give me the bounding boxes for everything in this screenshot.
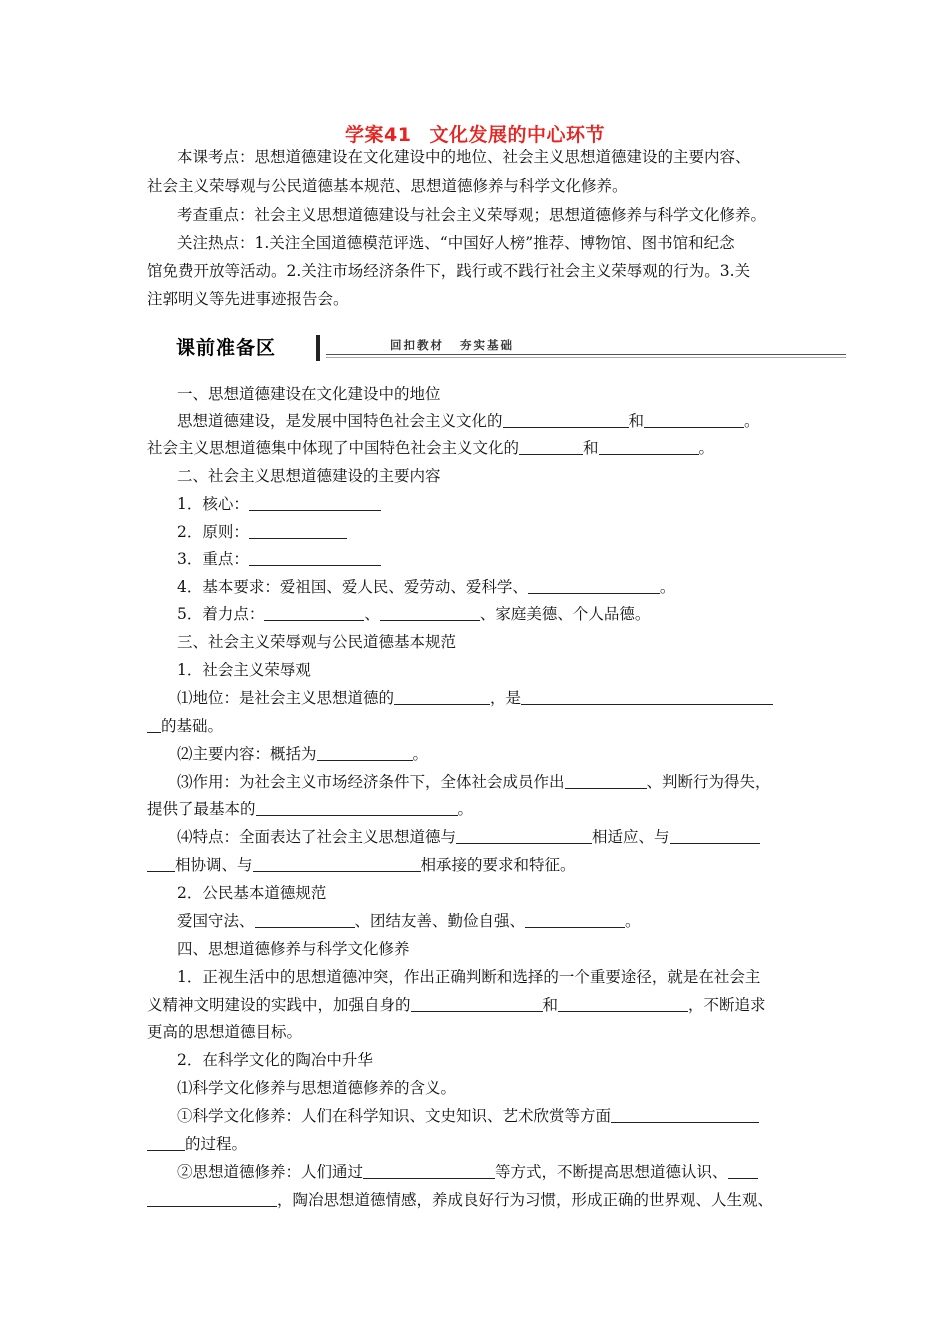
s3-norms: 爱国守法、 、团结友善、勤俭自强、 。 [177, 912, 641, 930]
lesson-title: 文化发展的中心环节 [429, 124, 605, 146]
banner-subtitle: 回扣教材 夯实基础 [390, 338, 514, 352]
intro-hotspots-end: 注郭明义等先进事迹报告会。 [147, 290, 349, 308]
intro-exam-points: 本课考点：思想道德建设在文化建设中的地位、社会主义思想道德建设的主要内容、 [177, 148, 751, 166]
lesson-number: 学案41 [345, 124, 412, 146]
s2-item-4: 4．基本要求：爱祖国、爱人民、爱劳动、爱科学、 。 [177, 578, 676, 596]
s1-line-a: 思想道德建设，是发展中国特色社会主义文化的 和 。 [177, 412, 760, 430]
banner-label: 课前准备区 [176, 337, 277, 359]
section-4-heading: 四、思想道德修养与科学文化修养 [177, 940, 410, 958]
banner-divider [316, 335, 320, 361]
s4-moral-cont: ，陶冶思想道德情感，养成良好行为习惯，形成正确的世界观、人生观、 [147, 1186, 827, 1215]
s4-point-1-cont: 义精神文明建设的实践中，加强自身的 和 ，不断追求 [147, 996, 766, 1014]
s3-feature-cont: 相协调、与 相承接的要求和特征。 [147, 851, 827, 880]
s3-feature: ⑷特点：全面表达了社会主义思想道德与 相适应、与 [177, 823, 857, 852]
intro-exam-points-cont: 社会主义荣辱观与公民道德基本规范、思想道德修养与科学文化修养。 [147, 177, 628, 195]
s4-moral: ②思想道德修养：人们通过 等方式，不断提高思想道德认识、 [177, 1158, 857, 1187]
s2-item-5: 5．着力点： 、 、家庭美德、个人品德。 [177, 605, 651, 623]
s4-point-2-sub: ⑴科学文化修养与思想道德修养的含义。 [177, 1079, 457, 1097]
s3-function-cont: 提供了最基本的 。 [147, 800, 474, 818]
s3-status-cont: 的基础。 [147, 712, 827, 741]
s4-point-1-end: 更高的思想道德目标。 [147, 1023, 303, 1041]
s4-point-2: 2．在科学文化的陶冶中升华 [177, 1051, 373, 1069]
section-banner [176, 333, 852, 363]
s1-line-b: 社会主义思想道德集中体现了中国特色社会主义文化的 和 。 [147, 439, 715, 457]
banner-rule-light [326, 357, 846, 358]
intro-hotspots: 关注热点：1.关注全国道德模范评选、“中国好人榜”推荐、博物馆、图书馆和纪念 [177, 234, 735, 252]
intro-hotspots-cont: 馆免费开放等活动。2.关注市场经济条件下，践行或不践行社会主义荣辱观的行为。3.关 [147, 262, 751, 280]
section-1-heading: 一、思想道德建设在文化建设中的地位 [177, 385, 441, 403]
banner-rule [326, 354, 846, 355]
section-2-heading: 二、社会主义思想道德建设的主要内容 [177, 467, 441, 485]
intro-focus: 考查重点：社会主义思想道德建设与社会主义荣辱观；思想道德修养与科学文化修养。 [177, 206, 767, 224]
s3-function: ⑶作用：为社会主义市场经济条件下，全体社会成员作出 、判断行为得失， [177, 773, 771, 791]
s3-sub-1: 1．社会主义荣辱观 [177, 661, 311, 679]
s4-point-1: 1．正视生活中的思想道德冲突，作出正确判断和选择的一个重要途径，就是在社会主 [177, 968, 761, 986]
s3-sub-2: 2．公民基本道德规范 [177, 884, 327, 902]
section-3-heading: 三、社会主义荣辱观与公民道德基本规范 [177, 633, 457, 651]
s4-sci-culture: ①科学文化修养：人们在科学知识、文史知识、艺术欣赏等方面 [177, 1102, 857, 1131]
s3-content: ⑵主要内容：概括为 。 [177, 745, 429, 763]
s2-item-2: 2．原则： [177, 518, 857, 547]
s4-sci-culture-cont: 的过程。 [147, 1130, 827, 1159]
s3-status: ⑴地位：是社会主义思想道德的 ，是 [177, 684, 857, 713]
s2-item-3: 3．重点： [177, 545, 857, 574]
s2-item-1: 1．核心： [177, 490, 857, 519]
